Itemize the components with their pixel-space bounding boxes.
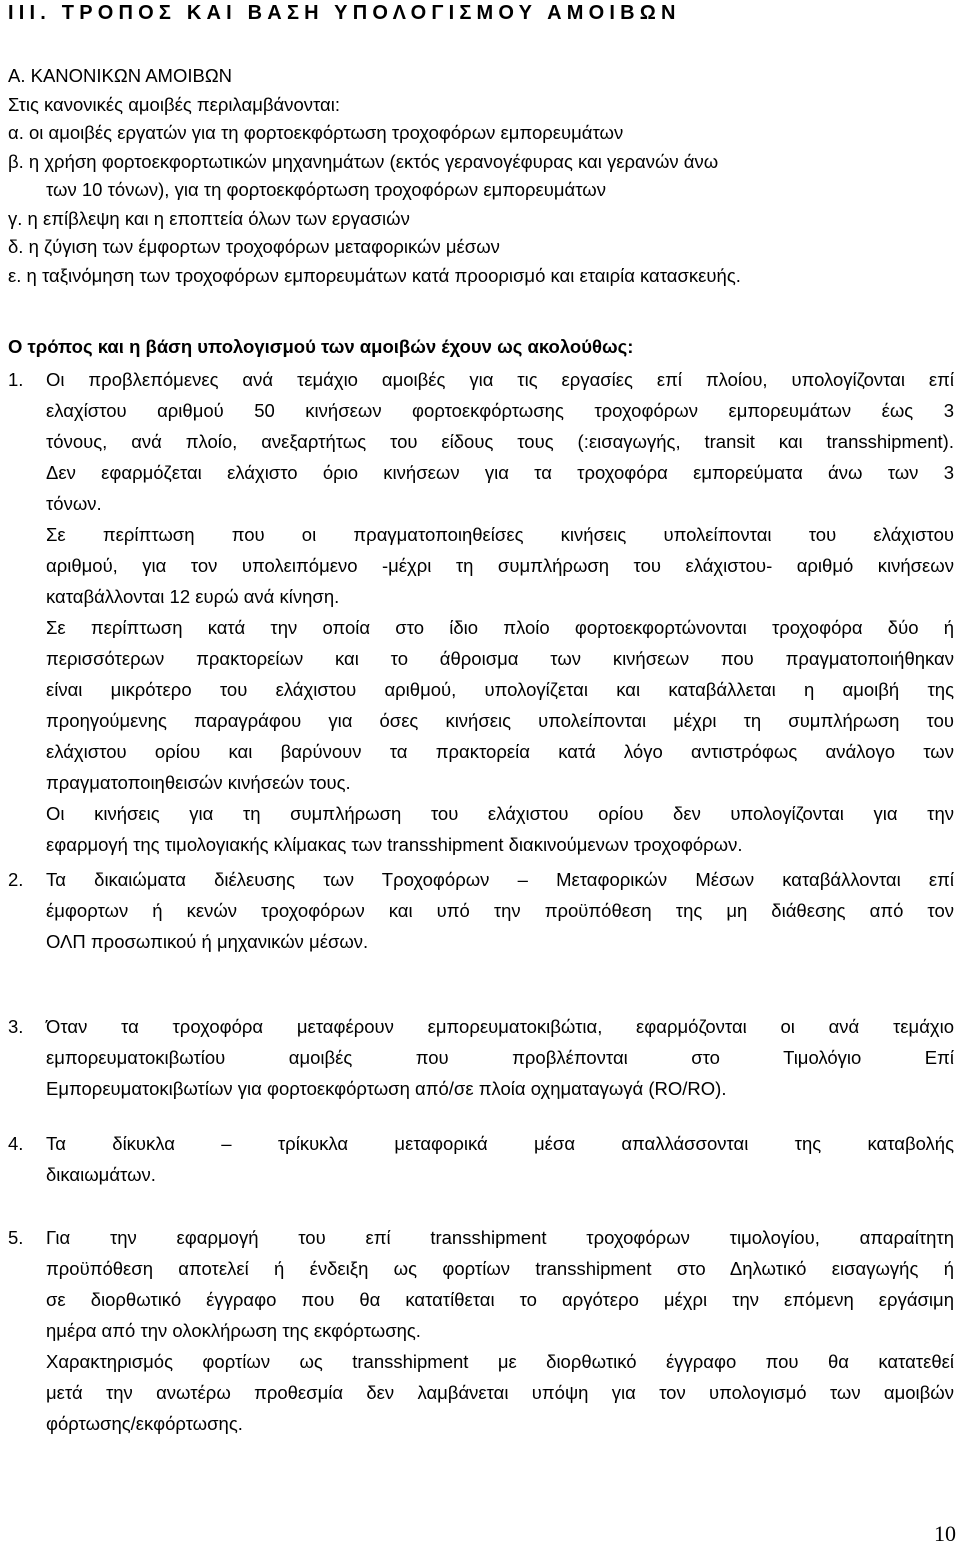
section-a-intro: Στις κανονικές αμοιβές περιλαμβάνονται: <box>8 93 340 115</box>
list-item: ε. η ταξινόμηση των τροχοφόρων εμπορευμάτων κατά προορισμό και εταιρία κατασκευής. <box>8 264 741 286</box>
text-line: πραγματοποιηθεισών κινήσεών τους. <box>46 772 351 793</box>
page-number: 10 <box>934 1521 956 1546</box>
text-line: μετά την ανωτέρω προθεσμία δεν λαμβάνεται υπόψη για τον υπολογισμό των αμοιβών <box>46 1382 954 1403</box>
numbered-point <box>8 1222 954 1439</box>
point-number: 4. <box>8 1133 24 1154</box>
text-line: Τα δίκυκλα – τρίκυκλα μεταφορικά μέσα απαλλάσσονται της καταβολής <box>46 1133 954 1154</box>
text-line: Όταν τα τροχοφόρα μεταφέρουν εμπορευματοκιβώτια, εφαρμόζονται οι ανά τεμάχιο <box>46 1016 954 1037</box>
text-line: ελάχιστου ορίου και βαρύνουν τα πρακτορεία κατά λόγο αντιστρόφως ανάλογο των <box>46 741 954 762</box>
point-number: 5. <box>8 1227 24 1248</box>
text-line: ημέρα από την ολοκλήρωση της εκφόρτωσης. <box>46 1320 421 1341</box>
text-line: έμφορτων ή κενών τροχοφόρων και υπό την προϋπόθεση της μη διάθεσης από τον <box>46 900 954 921</box>
point-number: 2. <box>8 869 24 890</box>
section-a <box>8 62 958 290</box>
section-a-heading: Α. ΚΑΝΟΝΙΚΩΝ ΑΜΟΙΒΩΝ <box>8 65 233 86</box>
text-line: καταβάλλονται 12 ευρώ ανά κίνηση. <box>46 586 340 607</box>
text-line: είναι μικρότερο του ελάχιστου αριθμού, υπολογίζεται και καταβάλλεται η αμοιβή της <box>46 679 954 700</box>
point-body <box>46 1011 954 1104</box>
point-number: 3. <box>8 1016 24 1037</box>
list-item: α. οι αμοιβές εργατών για τη φορτοεκφόρτωση τροχοφόρων εμπορευμάτων <box>8 122 624 143</box>
point-body <box>46 864 954 957</box>
numbered-point <box>8 364 954 860</box>
text-line: Οι κινήσεις για τη συμπλήρωση του ελάχιστου ορίου δεν υπολογίζονται για την <box>46 803 954 824</box>
text-line: εμπορευματοκιβωτίου αμοιβές που προβλέπονται στο Τιμολόγιο Επί <box>46 1047 954 1068</box>
text-line: δικαιωμάτων. <box>46 1164 156 1185</box>
text-line: αριθμού, για τον υπολειπόμενο -μέχρι τη συμπλήρωση του ελάχιστου- αριθμό κινήσεων <box>46 555 954 576</box>
text-line: Σε περίπτωση που οι πραγματοποιηθείσες κινήσεις υπολείπονται του ελάχιστου <box>46 524 954 545</box>
text-line: Χαρακτηρισμός φορτίων ως transshipment με διορθωτικό έγγραφο που θα κατατεθεί <box>46 1351 954 1372</box>
numbered-point <box>8 1128 954 1190</box>
list-item: γ. η επίβλεψη και η εποπτεία όλων των εργασιών <box>8 207 410 229</box>
text-line: προϋπόθεση αποτελεί ή ένδειξη ως φορτίων transshipment στο Δηλωτικό εισαγωγής ή <box>46 1258 954 1279</box>
list-item: των 10 τόνων), για τη φορτοεκφόρτωση τροχοφόρων εμπορευμάτων <box>46 179 606 200</box>
text-line: Εμπορευματοκιβωτίων για φορτοεκφόρτωση από/σε πλοία οχηματαγωγά (RO/RO). <box>46 1078 727 1099</box>
point-body <box>46 1128 954 1190</box>
text-line: σε διορθωτικό έγγραφο που θα κατατίθεται το αργότερο μέχρι την επόμενη εργάσιμη <box>46 1289 954 1310</box>
point-body <box>46 1222 954 1439</box>
text-line: Για την εφαρμογή του επί transshipment τροχοφόρων τιμολογίου, απαραίτητη <box>46 1227 954 1248</box>
method-heading: Ο τρόπος και η βάση υπολογισμού των αμοιβών έχουν ως ακολούθως: <box>8 336 634 357</box>
list-item: δ. η ζύγιση των έμφορτων τροχοφόρων μεταφορικών μέσων <box>8 236 500 257</box>
text-line: φόρτωσης/εκφόρτωσης. <box>46 1413 243 1434</box>
text-line: Οι προβλεπόμενες ανά τεμάχιο αμοιβές για τις εργασίες επί πλοίου, υπολογίζονται επί <box>46 369 954 390</box>
text-line: Τα δικαιώματα διέλευσης των Τροχοφόρων – Μεταφορικών Μέσων καταβάλλονται επί <box>46 869 954 890</box>
text-line: περισσότερων πρακτορείων και το άθροισμα των κινήσεων που πραγματοποιήθηκαν <box>46 648 954 669</box>
numbered-point <box>8 864 954 957</box>
section-title: III. ΤΡΟΠΟΣ ΚΑΙ ΒΑΣΗ ΥΠΟΛΟΓΙΣΜΟΥ ΑΜΟΙΒΩΝ <box>8 2 681 24</box>
point-number: 1. <box>8 369 24 390</box>
text-line: Σε περίπτωση κατά την οποία στο ίδιο πλοίο φορτοεκφορτώνονται τροχοφόρα δύο ή <box>46 617 954 638</box>
text-line: τόνων. <box>46 493 102 514</box>
numbered-point <box>8 1011 954 1104</box>
point-body <box>46 364 954 860</box>
text-line: Δεν εφαρμόζεται ελάχιστο όριο κινήσεων για τα τροχοφόρα εμπορεύματα άνω των 3 <box>46 462 954 483</box>
text-line: τόνους, ανά πλοίο, ανεξαρτήτως του είδους τους (:εισαγωγής, transit και transshipment). <box>46 431 954 452</box>
text-line: ΟΛΠ προσωπικού ή μηχανικών μέσων. <box>46 931 369 952</box>
text-line: ελαχίστου αριθμού 50 κινήσεων φορτοεκφόρτωσης τροχοφόρων εμπορευμάτων έως 3 <box>46 400 954 421</box>
text-line: προηγούμενης παραγράφου για όσες κινήσεις υπολείπονται μέχρι τη συμπλήρωση του <box>46 710 954 731</box>
list-item: β. η χρήση φορτοεκφορτωτικών μηχανημάτων (εκτός γερανογέφυρας και γερανών άνω <box>8 150 719 172</box>
text-line: εφαρμογή της τιμολογιακής κλίμακας των transshipment διακινούμενων τροχοφόρων. <box>46 834 743 855</box>
